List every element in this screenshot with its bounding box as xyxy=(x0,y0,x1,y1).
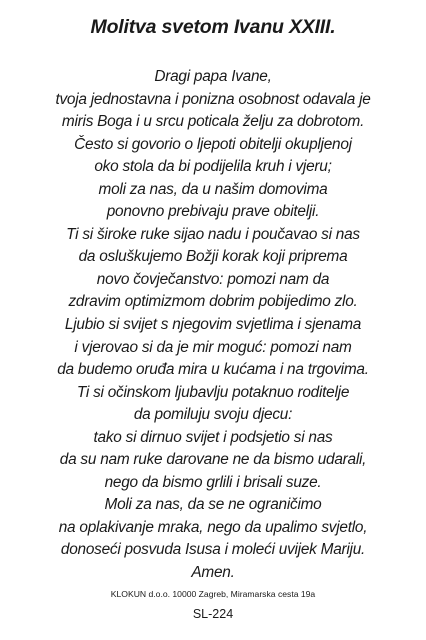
prayer-line: ponovno prebivaju prave obitelji. xyxy=(106,203,320,221)
prayer-line: Moli za nas, da se ne ograničimo xyxy=(104,496,322,514)
prayer-line: zdravim optimizmom dobrim pobijedimo zlo. xyxy=(68,293,358,311)
product-code: SL-224 xyxy=(192,607,234,621)
prayer-line: novo čovječanstvo: pomozi nam da xyxy=(96,270,330,288)
prayer-line: da pomiluju svoju djecu: xyxy=(133,406,293,424)
prayer-line: donoseći posvuda Isusa i moleći uvijek Mariju. xyxy=(60,541,366,559)
prayer-title: Molitva svetom Ivanu XXIII. xyxy=(90,16,336,38)
prayer-text xyxy=(0,66,426,585)
prayer-line: da su nam ruke darovane ne da bismo udarali, xyxy=(59,451,367,469)
prayer-line: Ti si očinskom ljubavlju potaknuo roditelje xyxy=(76,383,350,401)
prayer-line: Ljubio si svijet s njegovim svjetlima i sjenama xyxy=(64,316,362,334)
prayer-line: oko stola da bi podijelila kruh i vjeru; xyxy=(94,158,332,176)
prayer-line: i vjerovao si da je mir moguć: pomozi nam xyxy=(74,338,352,356)
prayer-line: Ti si široke ruke sijao nadu i poučavao si nas xyxy=(66,225,360,243)
prayer-line: da osluškujemo Božji korak koji priprema xyxy=(78,248,348,266)
prayer-line: miris Boga i u srcu poticala želju za dobrotom. xyxy=(61,113,365,131)
prayer-line-amen: Amen. xyxy=(191,564,235,582)
prayer-line: moli za nas, da u našim domovima xyxy=(98,180,328,198)
prayer-line: tvoja jednostavna i ponizna osobnost odavala je xyxy=(55,90,371,108)
prayer-line: nego da bismo grlili i brisali suze. xyxy=(104,473,322,491)
publisher-info: KLOKUN d.o.o. 10000 Zagreb, Miramarska cesta 19a xyxy=(110,589,316,599)
prayer-line: na oplakivanje mraka, nego da upalimo svjetlo, xyxy=(58,518,368,536)
prayer-line: Često si govorio o ljepoti obitelji okupljenoj xyxy=(74,135,352,153)
prayer-line: tako si dirnuo svijet i podsjetio si nas xyxy=(93,428,333,446)
prayer-line: da budemo oruđa mira u kućama i na trgovima. xyxy=(57,361,369,379)
prayer-line: Dragi papa Ivane, xyxy=(154,68,272,85)
